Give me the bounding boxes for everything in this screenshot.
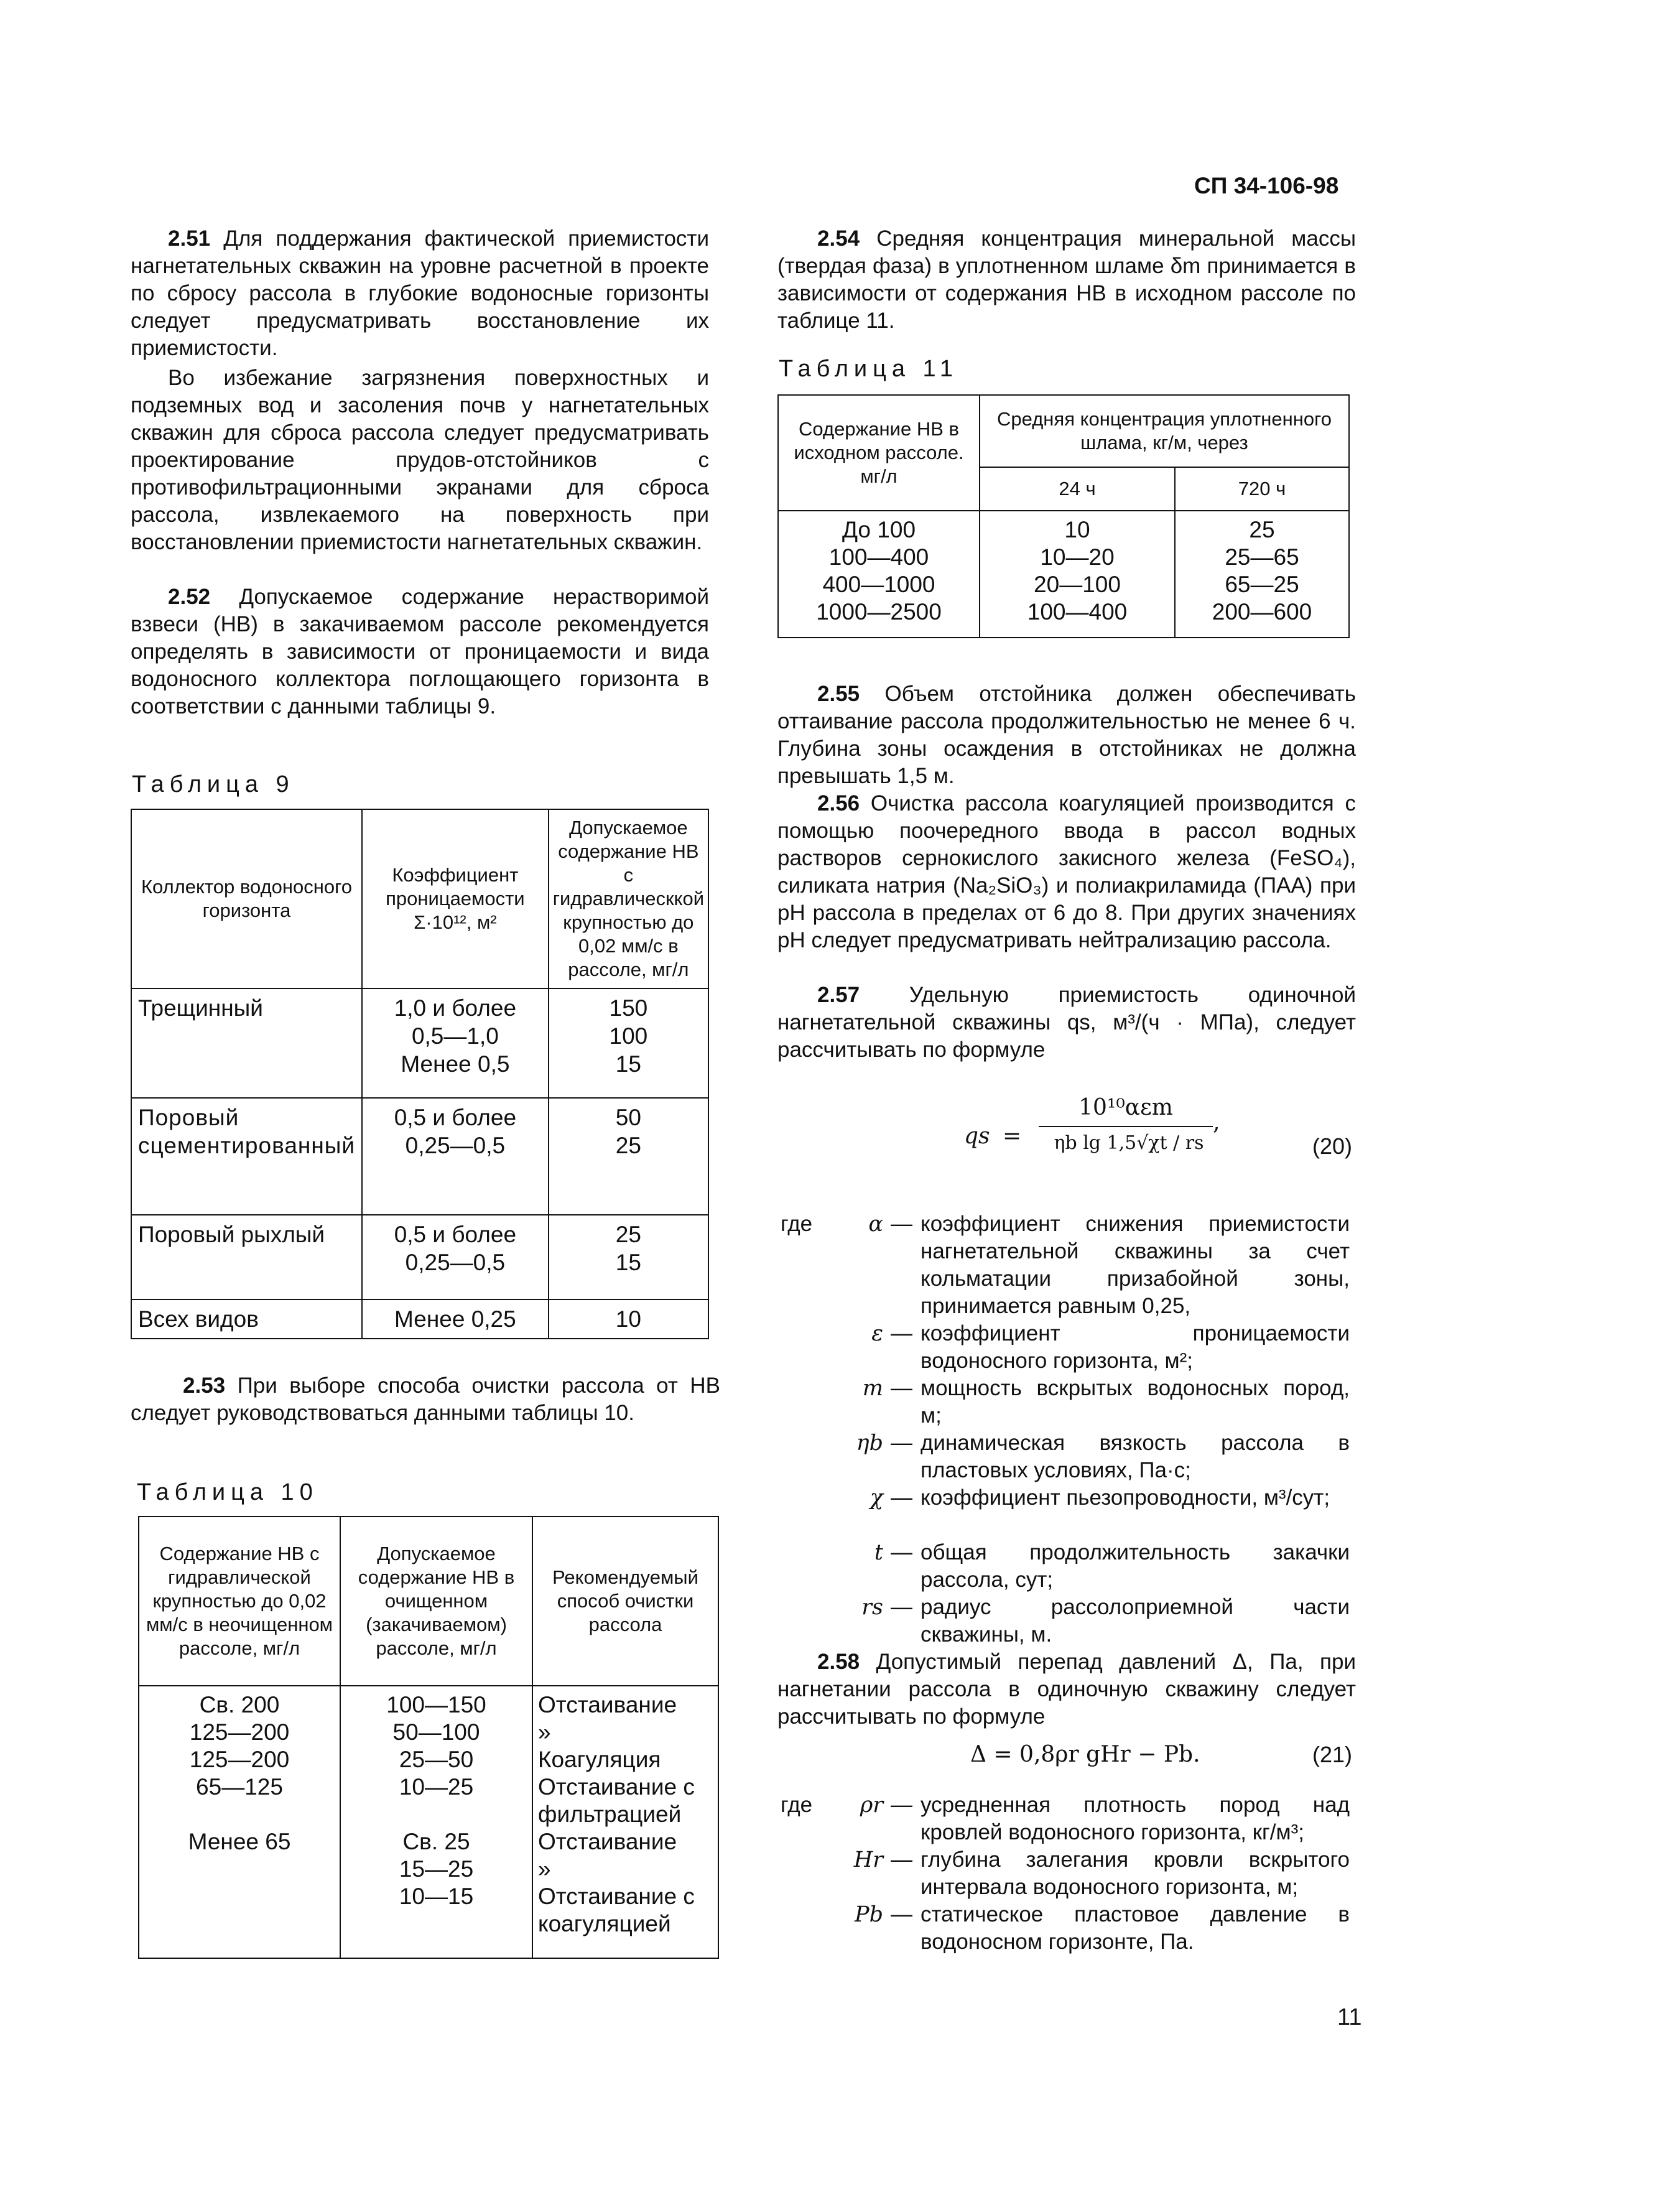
symbol: ε: [871, 1321, 883, 1346]
table-cell: До 100 100—400 400—1000 1000—2500: [778, 511, 980, 638]
paragraph-text: Объем отстойника должен обеспечивать оттаивание рассола продолжительностью не менее 6 ч. Глубина зоны осаждения в отстойниках не должна превышать 1,5 м.: [777, 682, 1356, 788]
table-cell: 100—150 50—100 25—50 10—25 Св. 25 15—25 10—15: [340, 1686, 532, 1958]
table-11-caption: Таблица 11: [779, 356, 958, 382]
definition: статическое пластовое давление в водоносном горизонте, Па.: [921, 1902, 1350, 1954]
table-cell: 1,0 и более 0,5—1,0 Менее 0,5: [362, 988, 549, 1098]
definition: мощность вскрытых водоносных пород, м;: [921, 1376, 1350, 1428]
table-cell: Поровый сцементированный: [131, 1098, 362, 1215]
paragraph-2-51: [131, 225, 709, 362]
document-code: СП 34-106-98: [1194, 173, 1339, 198]
table-header-cell: Содержание НВ с гидравлической крупностью до 0,02 мм/с в неочищенном рассоле, мг/л: [139, 1517, 340, 1686]
formula-numerator: 10¹⁰αεm: [1078, 1095, 1173, 1120]
definition: глубина залегания кровли вскрытого интервала водоносного горизонта, м;: [921, 1847, 1350, 1899]
table-subheader-cell: 24 ч: [980, 467, 1175, 511]
paragraph-2-54: [777, 225, 1356, 335]
table-cell: 10: [549, 1299, 708, 1339]
clause-number: 2.53: [183, 1373, 226, 1398]
paragraph-text: Допускаемое содержание нерастворимой взвеси (НВ) в закачиваемом рассоле рекомендуется определять в зависимости от проницаемости и вида водоносного коллектора поглощающего горизонта в соответствии с данными таблицы 9.: [131, 585, 709, 718]
table-header-cell: Допускаемое содержание НВ с гидравлическкой крупностью до 0,02 мм/с в рассоле, мг/л: [549, 809, 708, 988]
formula-20-label: (20): [1312, 1133, 1353, 1159]
fraction-bar: [1039, 1126, 1213, 1127]
formula-lhs: qs: [964, 1123, 990, 1149]
table-10-caption: Таблица 10: [137, 1479, 318, 1505]
table-cell: 50 25: [549, 1098, 708, 1215]
table-cell: Св. 200 125—200 125—200 65—125 Менее 65: [139, 1686, 340, 1958]
clause-number: 2.51: [168, 226, 211, 251]
table-cell: 10 10—20 20—100 100—400: [980, 511, 1175, 638]
paragraph-text: При выборе способа очистки рассола от НВ следует руководствоваться данными таблицы 10.: [131, 1373, 720, 1425]
formula-21: Δ = 0,8ρr gHr − Pb.: [970, 1742, 1200, 1767]
where-word: где: [781, 1212, 813, 1236]
table-cell: Поровый рыхлый: [131, 1215, 362, 1299]
paragraph-text: Удельную приемистость одиночной нагнетательной скважины qs, м³/(ч · МПа), следует рассчитывать по формуле: [777, 983, 1356, 1062]
paragraph-2-56: [777, 790, 1356, 954]
table-header-cell: Коэффициент проницаемости Σ·10¹², м²: [362, 809, 549, 988]
table-cell: Трещинный: [131, 988, 362, 1098]
definition: усредненная плотность пород над кровлей водоносного горизонта, кг/м³;: [921, 1793, 1350, 1844]
paragraph-text: Очистка рассола коагуляцией производится с помощью поочередного ввода в рассол водных растворов сернокислого закисного железа (FeSO₄), силиката натрия (Na₂SiO₃) и полиакриламида (ПАА) при pH рассола в пределах от 6 до 8. При других значениях pH следует предусматривать нейтрализацию рассола.: [777, 791, 1356, 952]
table-row: [131, 1215, 708, 1299]
definition: коэффициент снижения приемистости нагнетательной скважины за счет кольматации призабойной зоны, принимается равным 0,25,: [921, 1212, 1350, 1318]
clause-number: 2.54: [817, 226, 860, 251]
symbol: Hr: [853, 1847, 883, 1872]
table-cell: 0,5 и более 0,25—0,5: [362, 1215, 549, 1299]
formula-20: qs = 10¹⁰αεm , ηb lg 1,5√χt / rs: [964, 1095, 1220, 1154]
table-10: [138, 1516, 719, 1959]
definition: коэффициент пьезопроводности, м³/сут;: [921, 1485, 1330, 1510]
paragraph-2-51-b: Во избежание загрязнения поверхностных и подземных вод и засоления почв у нагнетательных скважин для сброса рассола следует предусматривать проектирование прудов-отстойников с противофильтрационными экранами для сброса рассола, извлекаемого на поверхность при восстановлении приемистости нагнетательных скважин.: [131, 366, 709, 554]
table-row: [131, 1098, 708, 1215]
paragraph-text: Средняя концентрация минеральной массы (твердая фаза) в уплотненном шламе δm принимается в зависимости от содержания НВ в исходном рассоле по таблице 11.: [777, 226, 1356, 333]
clause-number: 2.58: [817, 1650, 860, 1674]
definition: динамическая вязкость рассола в пластовых условиях, Па·с;: [921, 1431, 1350, 1482]
table-11: [777, 394, 1350, 638]
page: СП 34-106-98 2.51 Для поддержания фактической приемистости нагнетательных скважин на уровне расчетной в проекте по сбросу рассола в глубокие водоносные горизонты следует предусматривать восстановление их приемистости. Во избежание загрязнения поверхностных и подземных вод и засоления почв у нагнетательных скважин для сброса рассола следует предусматривать проектирование прудов-отстойников с противофильтрационными экранами для сброса рассола, извлекаемого на поверхность при восстановлении приемистости нагнетательных скважин. 2.52 Допускаемое содержание нерастворимой взвеси (НВ) в закачиваемом рассоле рекомендуется определять в зависимости от проницаемости и вида водоносного коллектора поглощающего горизонта в соответствии с данными таблицы 9. Таблица 9 Коллектор водоносного горизонта Коэффициент проницаемости Σ·10¹², м² Допускаемое содержание НВ с гидравлическкой крупностью до 0,02 мм/с в рассоле, мг/л Трещинный 1,0 и более 0,5—1,0 Менее 0,5 150 100 15 Поровый сцементированный 0,5 и более 0,25—0,5 50 25 Поровый рыхлый 0,5 и более 0,25—0,5 25 15 Всех видов Менее 0,25 10 2.53 При выборе способа очистки рассола от НВ следует руководствоваться данными таблицы 10. Таблица 10 Содержание НВ с гидравлической крупностью до 0,02 мм/с в неочищенном рассоле, мг/л Допускаемое содержание НВ в очищенном (закачиваемом) рассоле, мг/л Рекомендуемый способ очистки рассола Св. 200 125—200 125—200 65—125 Менее 65 100—150 50—100 25—50 10—25 Св. 25 15—25 10—15 Отстаивание » Коагуляция Отстаивание с фильтрацией Отстаивание » Отстаивание с коагуляцией 2.54 Средняя концентрация минеральной массы (твердая фаза) в уплотненном шламе δm принимается в зависимости от содержания НВ в исходном рассоле по таблице 11. Таблица 11 Содержание НВ в исходном рассоле. мг/л Средняя концентрация уплотненного шлама, кг/м, через 24 ч 720 ч До 100 100—400 400—1000 1000—2500 10 10—20 20—100 100—400 25 25—65 65—25 200—600 2.55 Объем отстойника должен обеспечивать оттаивание рассола продолжительностью не менее 6 ч. Глубина зоны осаждения в отстойниках не должна превышать 1,5 м. 2.56 Очистка рассола коагуляцией производится с помощью поочередного ввода в рассол водных растворов сернокислого закисного железа (FeSO₄), силиката натрия (Na₂SiO₃) и полиакриламида (ПАА) при pH рассола в пределах от 6 до 8. При других значениях pH следует предусматривать нейтрализацию рассола. 2.57 Удельную приемистость одиночной нагнетательной скважины qs, м³/(ч · МПа), следует рассчитывать по формуле qs = 10¹⁰αεm , ηb lg 1,5√χt / rs (20) где α — коэффициент снижения приемистости нагнетательной скважины за счет кольматации призабойной зоны, принимается равным 0,25, ε — коэффициент проницаемости водоносного горизонта, м²; m — мощность вскрытых водоносных пород, м; ηb — динамическая вязкость рассола в пластовых условиях, Па·с; χ — коэффициент пьезопроводности, м³/сут; t — общая продолжительность закачки рассола, сут; rs — радиус рассолоприемной части скважины, м. 2.58 Допустимый перепад давлений Δ, Па, при нагнетании рассола в одиночную скважину следует рассчитывать по формуле Δ = 0,8ρr gHr − Pb. (21) где ρr — усредненная плотность пород над кровлей водоносного горизонта, кг/м³; Hr — глубина залегания кровли вскрытого интервала водоносного горизонта, м; Pb — статическое пластовое давление в водоносном горизонте, Па. 11: [131, 173, 1362, 2030]
symbol: χ: [870, 1485, 883, 1510]
table-cell: 25 15: [549, 1215, 708, 1299]
paragraph-text: Для поддержания фактической приемистости нагнетательных скважин на уровне расчетной в проекте по сбросу рассола в глубокие водоносные горизонты следует предусматривать восстановление их приемистости.: [131, 226, 709, 360]
symbol: t: [874, 1540, 883, 1565]
table-header-cell: Допускаемое содержание НВ в очищенном (закачиваемом) рассоле, мг/л: [340, 1517, 532, 1686]
table-header-cell: Рекомендуемый способ очистки рассола: [532, 1517, 718, 1686]
definition: общая продолжительность закачки рассола, сут;: [921, 1540, 1350, 1592]
table-cell: Менее 0,25: [362, 1299, 549, 1339]
table-9: [131, 809, 709, 1339]
table-subheader-cell: 720 ч: [1175, 467, 1349, 511]
where-word: где: [781, 1793, 813, 1817]
table-row: [131, 988, 708, 1098]
paragraph-text: Допустимый перепад давлений Δ, Па, при нагнетании рассола в одиночную скважину следует рассчитывать по формуле: [777, 1650, 1356, 1729]
table-header-cell: Коллектор водоносного горизонта: [131, 809, 362, 988]
clause-number: 2.55: [817, 682, 860, 706]
paragraph-2-57: [777, 982, 1356, 1064]
formula-denominator: ηb lg 1,5√χt / rs: [1054, 1132, 1204, 1154]
table-header-cell: Содержание НВ в исходном рассоле. мг/л: [778, 395, 980, 511]
paragraph-2-52: [131, 583, 709, 720]
symbol: rs: [861, 1595, 883, 1620]
clause-number: 2.52: [168, 585, 211, 609]
table-9-caption: Таблица 9: [132, 771, 295, 797]
clause-number: 2.57: [817, 983, 860, 1007]
definition: коэффициент проницаемости водоносного горизонта, м²;: [921, 1321, 1350, 1373]
formula-21-label: (21): [1312, 1742, 1353, 1767]
table-row: [131, 1299, 708, 1339]
table-cell: 150 100 15: [549, 988, 708, 1098]
table-header-cell: Средняя концентрация уплотненного шлама, кг/м, через: [980, 395, 1349, 467]
table-cell: 0,5 и более 0,25—0,5: [362, 1098, 549, 1215]
table-row: [139, 1686, 718, 1958]
symbol: ηb: [856, 1431, 883, 1456]
page-number: 11: [1337, 2004, 1362, 2030]
symbol: α: [868, 1212, 883, 1237]
table-row: [778, 511, 1349, 638]
definition: радиус рассолоприемной части скважины, м.: [921, 1595, 1350, 1647]
paragraph-2-58: [777, 1648, 1356, 1731]
table-cell: Всех видов: [131, 1299, 362, 1339]
clause-number: 2.56: [817, 791, 860, 816]
paragraph-2-55: [777, 681, 1356, 790]
symbol: m: [862, 1376, 883, 1401]
paragraph-2-53: [131, 1372, 720, 1427]
table-cell: Отстаивание » Коагуляция Отстаивание с фильтрацией Отстаивание » Отстаивание с коагуляцией: [532, 1686, 718, 1958]
table-cell: 25 25—65 65—25 200—600: [1175, 511, 1349, 638]
symbol: ρr: [860, 1793, 883, 1818]
symbol: Pb: [855, 1902, 883, 1927]
